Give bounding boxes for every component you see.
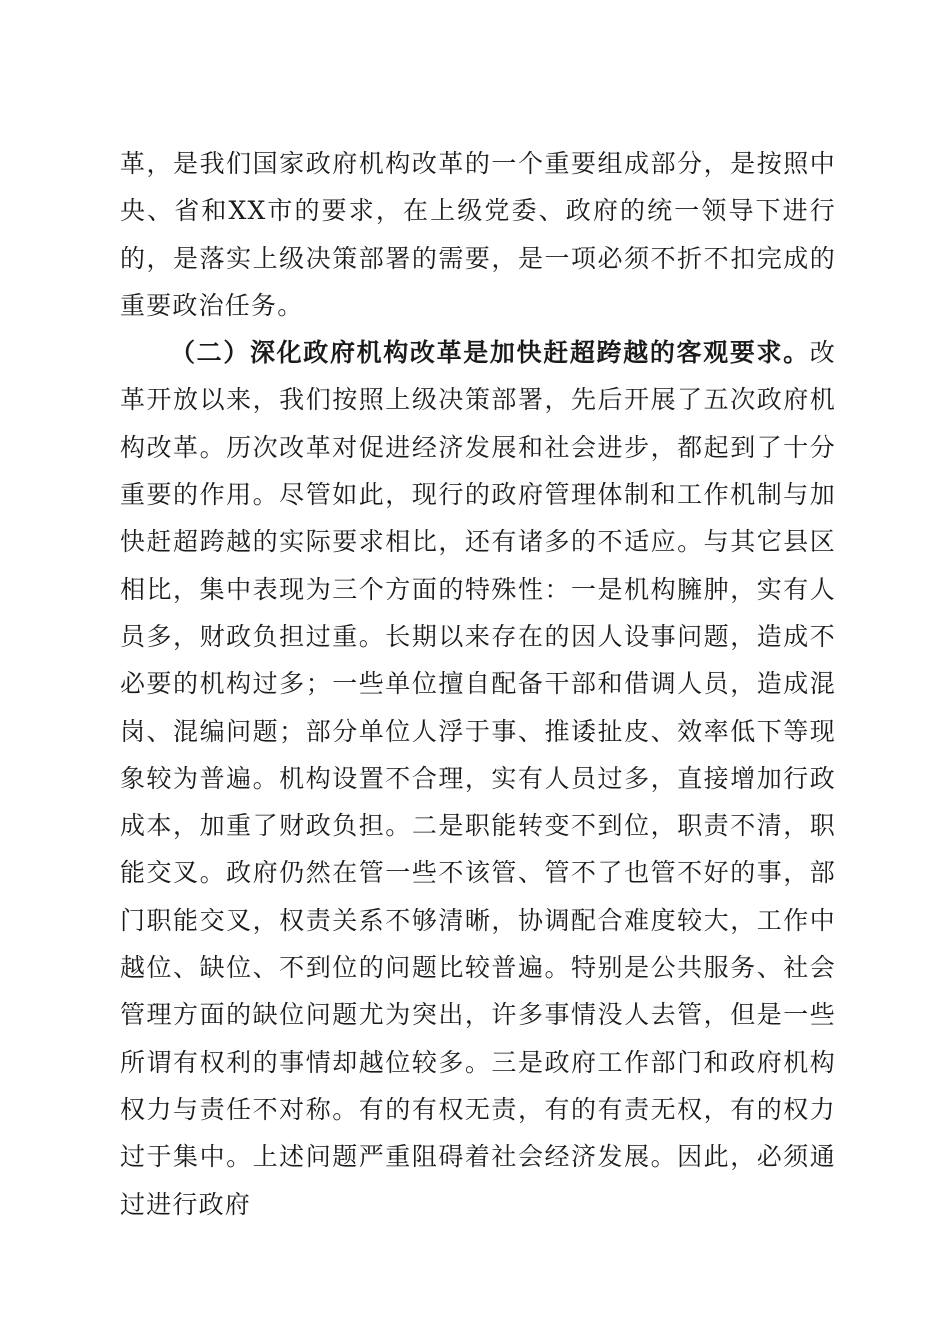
section-body: 改革开放以来，我们按照上级决策部署，先后开展了五次政府机构改革。历次改革对促进经济发展和社会进步，都起到了十分重要的作用。尽管如此，现行的政府管理体制和工作机制与加快赶超跨越的实际要求相比，还有诸多的不适应。与其它县区相比，集中表现为三个方面的特殊性：一是机构臃肿，实有人员多，财政负担过重。长期以来存在的因人设事问题，造成不必要的机构过多；一些单位擅自配备干部和借调人员，造成混岗、混编问题；部分单位人浮于事、推诿扯皮、效率低下等现象较为普遍。机构设置不合理，实有人员过多，直接增加行政成本，加重了财政负担。二是职能转变不到位，职责不清，职能交叉。政府仍然在管一些不该管、管不了也管不好的事，部门职能交叉，权责关系不够清晰，协调配合难度较大，工作中越位、缺位、不到位的问题比较普遍。特别是公共服务、社会管理方面的缺位问题尤为突出，许多事情没人去管，但是一些所谓有权利的事情却越位较多。三是政府工作部门和政府机构权力与责任不对称。有的有权无责，有的有责无权，有的权力过于集中。上述问题严重阻碍着社会经济发展。因此，必须通过进行政府 [120, 338, 836, 1219]
paragraph-continued: 革，是我们国家政府机构改革的一个重要组成部分，是按照中央、省和XX市的要求，在上级党委、政府的统一领导下进行的，是落实上级决策部署的需要，是一项必须不折不扣完成的重要政治任务。 [120, 149, 836, 320]
document-body [120, 140, 836, 1228]
section-heading: （二）深化政府机构改革是加快赶超跨越的客观要求。 [170, 338, 810, 368]
paragraph-section-two [120, 329, 836, 1228]
